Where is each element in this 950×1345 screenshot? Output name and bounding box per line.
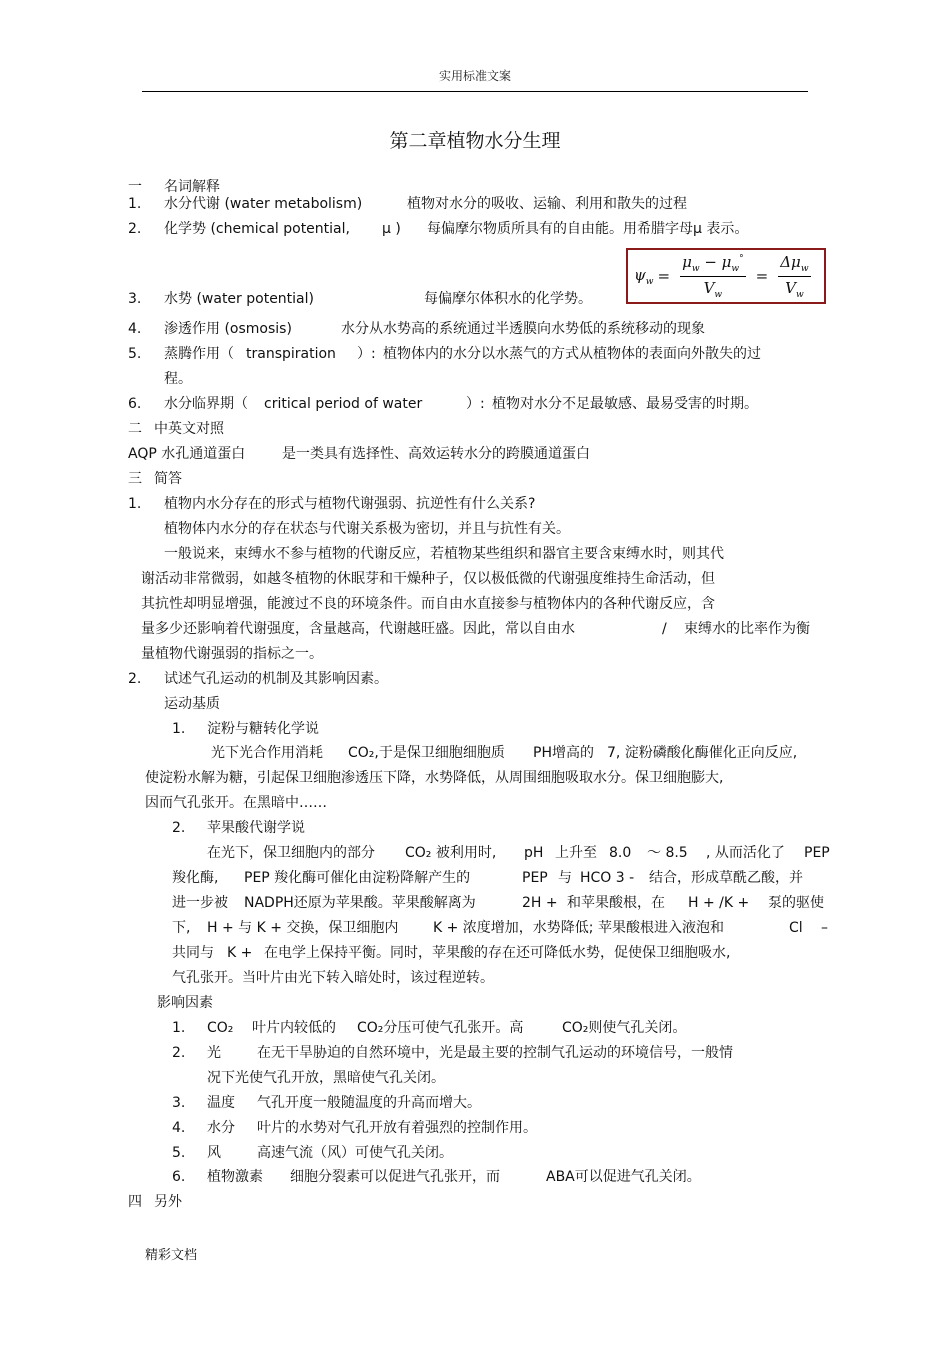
text-run: ～ 8.5 xyxy=(647,845,688,861)
text-run: H + 与 K + 交换，保卫细胞内 xyxy=(207,920,399,936)
text-run: 6. xyxy=(172,1169,186,1185)
text-run: 束缚水的比率作为衡 xyxy=(684,621,810,637)
text-run: 植物激素 xyxy=(207,1169,263,1185)
text-run: 水分代谢 (water metabolism) xyxy=(164,196,363,212)
text-run: 叶片内较低的 xyxy=(252,1020,336,1036)
text-run: 四 xyxy=(128,1194,142,1210)
text-run: 光 xyxy=(207,1045,221,1061)
text-run: 2. xyxy=(172,820,186,836)
text-run: 气孔张开。当叶片由光下转入暗处时，该过程逆转。 xyxy=(172,970,494,986)
text-run: 水分从水势高的系统通过半透膜向水势低的系统移动的现象 xyxy=(341,321,705,337)
equals-sign: = xyxy=(657,267,671,285)
text-run: 5. xyxy=(172,1145,186,1161)
fraction-1-numerator: $\mu_w - \mu_w^\circ$ xyxy=(680,253,746,277)
text-run: 风 xyxy=(207,1145,221,1161)
text-run: 植物内水分存在的形式与植物代谢强弱、抗逆性有什么关系? xyxy=(164,496,536,512)
text-run: 其抗性却明显增强，能渡过不良的环境条件。而自由水直接参与植物体内的各种代谢反应，含 xyxy=(141,596,715,612)
text-run: ）: xyxy=(357,346,376,362)
text-run: 泵的驱使 xyxy=(768,895,824,911)
text-run: 水分 xyxy=(207,1120,235,1136)
text-run: 水分临界期（ xyxy=(164,396,248,412)
text-run: 高速气流（风）可使气孔关闭。 xyxy=(257,1145,453,1161)
text-run: 1. xyxy=(128,196,142,212)
text-run: 一 xyxy=(128,179,142,195)
text-run: Cl xyxy=(789,920,803,936)
text-run: 下, xyxy=(172,920,191,936)
text-run: ）: xyxy=(466,396,485,412)
text-run: – xyxy=(821,920,828,936)
text-run: CO₂,于是保卫细胞细胞质 xyxy=(348,745,505,761)
text-run: 叶片的水势对气孔开放有着强烈的控制作用。 xyxy=(257,1120,537,1136)
text-run: 在电学上保持平衡。同时，苹果酸的存在还可降低水势，促使保卫细胞吸水, xyxy=(264,945,731,961)
text-run: 1. xyxy=(128,496,142,512)
text-run: 植物体内水分的存在状态与代谢关系极为密切，并且与抗性有关。 xyxy=(164,521,570,537)
text-run: 化学势 (chemical potential, xyxy=(164,221,350,237)
text-run: K + xyxy=(227,945,253,961)
text-run: 在光下，保卫细胞内的部分 xyxy=(207,845,375,861)
text-run: 植物体内的水分以水蒸气的方式从植物体的表面向外散失的过 xyxy=(383,346,761,362)
text-run: 程。 xyxy=(164,371,192,387)
text-run: 细胞分裂素可以促进气孔张开，而 xyxy=(290,1169,500,1185)
fraction-1-denominator: $V_w$ xyxy=(703,278,723,300)
text-run: 渗透作用 (osmosis) xyxy=(164,321,292,337)
text-run: 6. xyxy=(128,396,142,412)
text-run: 一般说来，束缚水不参与植物的代谢反应，若植物某些组织和器官主要含束缚水时，则其代 xyxy=(164,546,724,562)
equals-sign-2: = xyxy=(755,267,769,285)
text-run: critical period of water xyxy=(264,396,423,412)
text-run: PH增高的 xyxy=(533,745,594,761)
text-run: / xyxy=(662,621,667,637)
psi-symbol: $\psi_w$ xyxy=(634,265,654,287)
text-run: H + /K + xyxy=(688,895,750,911)
text-run: 2. xyxy=(128,671,142,687)
text-run: 光下光合作用消耗 xyxy=(211,745,323,761)
text-run: 1. xyxy=(172,1020,186,1036)
text-run: 气孔开度一般随温度的升高而增大。 xyxy=(257,1095,481,1111)
text-run: 运动基质 xyxy=(164,696,220,712)
text-run: 名词解释 xyxy=(164,179,220,195)
text-run: 二 xyxy=(128,421,142,437)
text-run: 苹果酸代谢学说 xyxy=(207,820,305,836)
text-run: , 从而活化了 xyxy=(706,845,785,861)
text-run: PEP xyxy=(522,870,548,886)
text-run: 三 xyxy=(128,471,142,487)
page-header: 实用标准文案 xyxy=(438,69,511,83)
text-run: 和苹果酸根，在 xyxy=(567,895,665,911)
page-footer: 精彩文档 xyxy=(145,1248,198,1263)
text-run: 影响因素 xyxy=(157,995,213,1011)
text-run: 蒸腾作用（ xyxy=(164,346,234,362)
text-run: HCO 3 - xyxy=(580,870,635,886)
text-run: 羧化酶, xyxy=(172,870,219,886)
text-run: 共同与 xyxy=(172,945,214,961)
text-run: 淀粉与糖转化学说 xyxy=(207,721,319,737)
fraction-2-numerator: $\Delta\mu_w$ xyxy=(778,253,810,277)
text-run: 植物对水分的吸收、运输、利用和散失的过程 xyxy=(407,196,687,212)
text-run: K + 浓度增加，水势降低; 苹果酸根进入液泡和 xyxy=(433,920,724,936)
text-run: PEP xyxy=(804,845,830,861)
text-run: CO₂ 被利用时, xyxy=(405,845,497,861)
text-run: 3. xyxy=(172,1095,186,1111)
fraction-2-denominator: $V_w$ xyxy=(785,278,804,300)
fraction-2 xyxy=(778,253,810,300)
text-run: PEP 羧化酶可催化由淀粉降解产生的 xyxy=(244,870,471,886)
text-run: ABA可以促进气孔关闭。 xyxy=(546,1169,701,1185)
page-title: 第二章植物水分生理 xyxy=(389,130,561,152)
text-run: 3. xyxy=(128,291,142,307)
text-run: μ ) xyxy=(382,221,401,237)
text-run: 5. xyxy=(128,346,142,362)
text-run: 试述气孔运动的机制及其影响因素。 xyxy=(164,671,388,687)
fraction-1 xyxy=(680,253,746,300)
text-run: transpiration xyxy=(246,346,336,362)
text-run: 因而气孔张开。在黑暗中…… xyxy=(145,795,327,811)
text-run: 每偏摩尔物质所具有的自由能。用希腊字母μ 表示。 xyxy=(427,221,749,237)
text-run: 2. xyxy=(172,1045,186,1061)
text-run: CO₂分压可使气孔张开。高 xyxy=(357,1020,524,1036)
text-run: CO₂则使气孔关闭。 xyxy=(562,1020,687,1036)
text-run: 1. xyxy=(172,721,186,737)
text-run: 每偏摩尔体积水的化学势。 xyxy=(424,291,592,307)
text-run: 使淀粉水解为糖，引起保卫细胞渗透压下降，水势降低，从周围细胞吸取水分。保卫细胞膨大, xyxy=(145,770,724,786)
text-run: 另外 xyxy=(154,1194,182,1210)
text-run: AQP 水孔通道蛋白 xyxy=(128,446,246,462)
text-run: 是一类具有选择性、高效运转水分的跨膜通道蛋白 xyxy=(282,446,590,462)
text-run: 进一步被 xyxy=(172,895,228,911)
text-run: NADPH还原为苹果酸。苹果酸解离为 xyxy=(244,895,476,911)
text-run: 结合，形成草酰乙酸，并 xyxy=(649,870,803,886)
text-run: 7, 淀粉磷酸化酶催化正向反应, xyxy=(607,745,798,761)
text-run: 中英文对照 xyxy=(154,421,224,437)
text-run: 2. xyxy=(128,221,142,237)
text-run: 植物对水分不足最敏感、最易受害的时期。 xyxy=(492,396,758,412)
header-divider xyxy=(142,91,808,92)
text-run: 8.0 xyxy=(609,845,632,861)
text-run: 4. xyxy=(128,321,142,337)
text-run: 量植物代谢强弱的指标之一。 xyxy=(141,646,323,662)
text-run: 2H + xyxy=(522,895,558,911)
text-run: 谢活动非常微弱，如越冬植物的休眠芽和干燥种子，仅以极低微的代谢强度维持生命活动，但 xyxy=(141,571,715,587)
text-run: 与 xyxy=(558,870,572,886)
text-run: 量多少还影响着代谢强度，含量越高，代谢越旺盛。因此，常以自由水 xyxy=(141,621,575,637)
text-run: CO₂ xyxy=(207,1020,234,1036)
water-potential-formula xyxy=(626,248,826,304)
text-run: 在无干旱胁迫的自然环境中，光是最主要的控制气孔运动的环境信号，一般情 xyxy=(257,1045,733,1061)
text-run: 4. xyxy=(172,1120,186,1136)
text-run: 简答 xyxy=(154,471,182,487)
text-run: pH xyxy=(524,845,544,861)
text-run: 温度 xyxy=(207,1095,235,1111)
text-run: 况下光使气孔开放，黑暗使气孔关闭。 xyxy=(207,1070,445,1086)
text-run: 水势 (water potential) xyxy=(164,291,314,307)
text-run: 上升至 xyxy=(555,845,597,861)
